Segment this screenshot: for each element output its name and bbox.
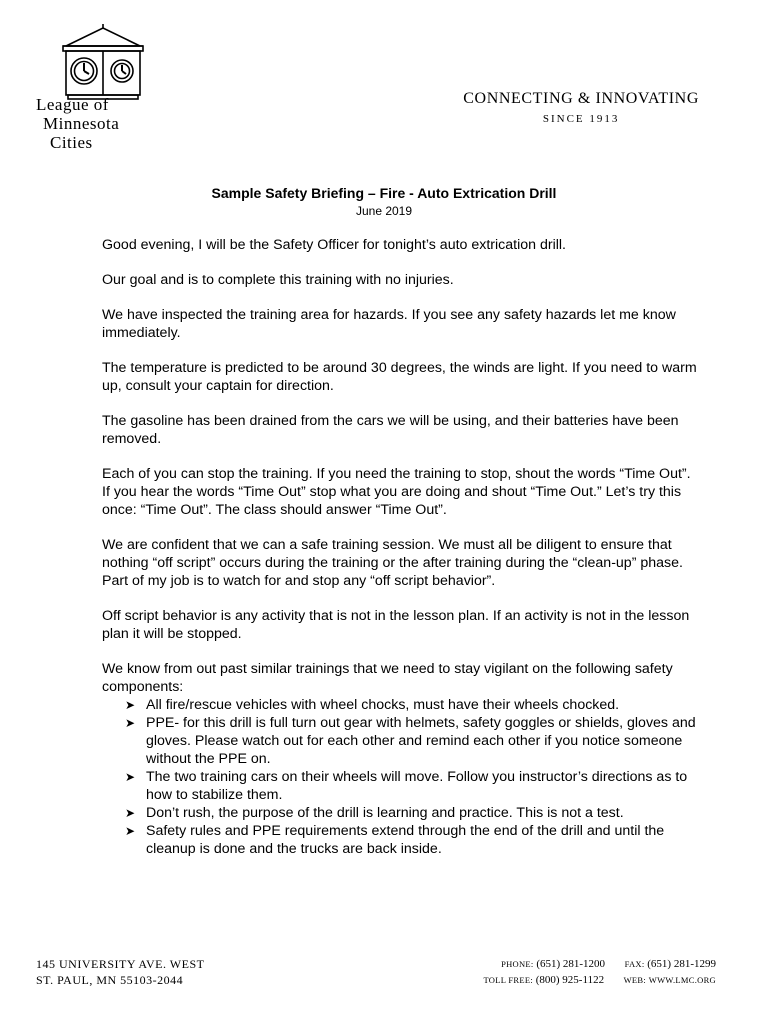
paragraph: Each of you can stop the training. If you need the training to stop, shout the words “Time Out”. If you hear the words “Time Out” stop what you are doing and shout “Time Out.” Let’s try this once: “Time Out”. The class should answer “Time Out”. [102, 466, 691, 518]
paragraph: The gasoline has been drained from the cars we will be using, and their batteries have been removed. [102, 413, 679, 447]
address-line-2: ST. PAUL, MN 55103-2044 [36, 973, 184, 987]
web-label: WEB: [623, 975, 647, 985]
footer-contact [483, 956, 716, 988]
tagline: CONNECTING & INNOVATING [463, 90, 699, 107]
paragraph: Off script behavior is any activity that is not in the lesson plan. If an activity is not in the lesson plan it will be stopped. [102, 608, 690, 642]
footer-address [36, 956, 204, 988]
list-item [125, 822, 702, 858]
list-item [125, 768, 702, 804]
list-item-text: Don’t rush, the purpose of the drill is learning and practice. This is not a test. [146, 805, 624, 821]
logo-line-cities: Cities [50, 133, 93, 152]
contact-row-phone-fax [483, 956, 716, 972]
list-item-text: All fire/rescue vehicles with wheel chocks, must have their wheels chocked. [146, 697, 620, 713]
web-address[interactable]: WWW.LMC.ORG [648, 975, 716, 985]
arrow-bullet-icon: ➤ [125, 824, 136, 838]
contact-row-tollfree-web [483, 972, 716, 988]
document-title: Sample Safety Briefing – Fire - Auto Extrication Drill [211, 185, 557, 201]
tagline-block [463, 90, 699, 125]
document-date: June 2019 [355, 204, 413, 218]
since-text: SINCE 1913 [542, 113, 620, 125]
arrow-bullet-icon: ➤ [125, 698, 136, 712]
arrow-bullet-icon: ➤ [125, 770, 136, 784]
paragraph: We have inspected the training area for hazards. If you see any safety hazards let me know immediately. [102, 307, 676, 341]
fax-label: FAX: [624, 959, 645, 969]
safety-components-list [102, 696, 702, 858]
tollfree-label: TOLL FREE: [483, 975, 533, 985]
list-item-text: Safety rules and PPE requirements extend through the end of the drill and until the cleanup is done and the trucks are back inside. [146, 823, 665, 857]
arrow-bullet-icon: ➤ [125, 806, 136, 820]
fax-number: (651) 281-1299 [647, 958, 716, 970]
list-item [125, 696, 702, 714]
paragraph: We know from out past similar trainings that we need to stay vigilant on the following safety components: [102, 661, 673, 695]
paragraph: We are confident that we can a safe training session. We must all be diligent to ensure that nothing “off script” occurs during the training or the after training during the “clean-up” phase. Part of my job is to watch for and stop any “off script behavior”. [102, 537, 683, 589]
list-item [125, 714, 702, 768]
arrow-bullet-icon: ➤ [125, 716, 136, 730]
phone-number: (651) 281-1200 [536, 958, 606, 970]
list-item-text: The two training cars on their wheels will move. Follow you instructor’s directions as to how to stabilize them. [146, 769, 688, 803]
document-body [102, 236, 702, 858]
logo-line-minnesota: Minnesota [43, 114, 120, 133]
logo-wordmark [36, 95, 119, 152]
tollfree-number: (800) 925-1122 [535, 974, 605, 986]
logo-line-league: League of [36, 95, 109, 114]
paragraph: Good evening, I will be the Safety Officer for tonight’s auto extrication drill. [102, 237, 566, 253]
list-item [125, 804, 702, 822]
paragraph: The temperature is predicted to be around 30 degrees, the winds are light. If you need to warm up, consult your captain for direction. [102, 360, 697, 394]
address-line-1: 145 UNIVERSITY AVE. WEST [36, 957, 205, 971]
list-item-text: PPE- for this drill is full turn out gear with helmets, safety goggles or shields, gloves and gloves. Please watch out for each other and remind each other if you notice someone without the PPE on. [146, 715, 696, 767]
phone-label: PHONE: [501, 959, 534, 969]
paragraph: Our goal and is to complete this training with no injuries. [102, 272, 454, 288]
